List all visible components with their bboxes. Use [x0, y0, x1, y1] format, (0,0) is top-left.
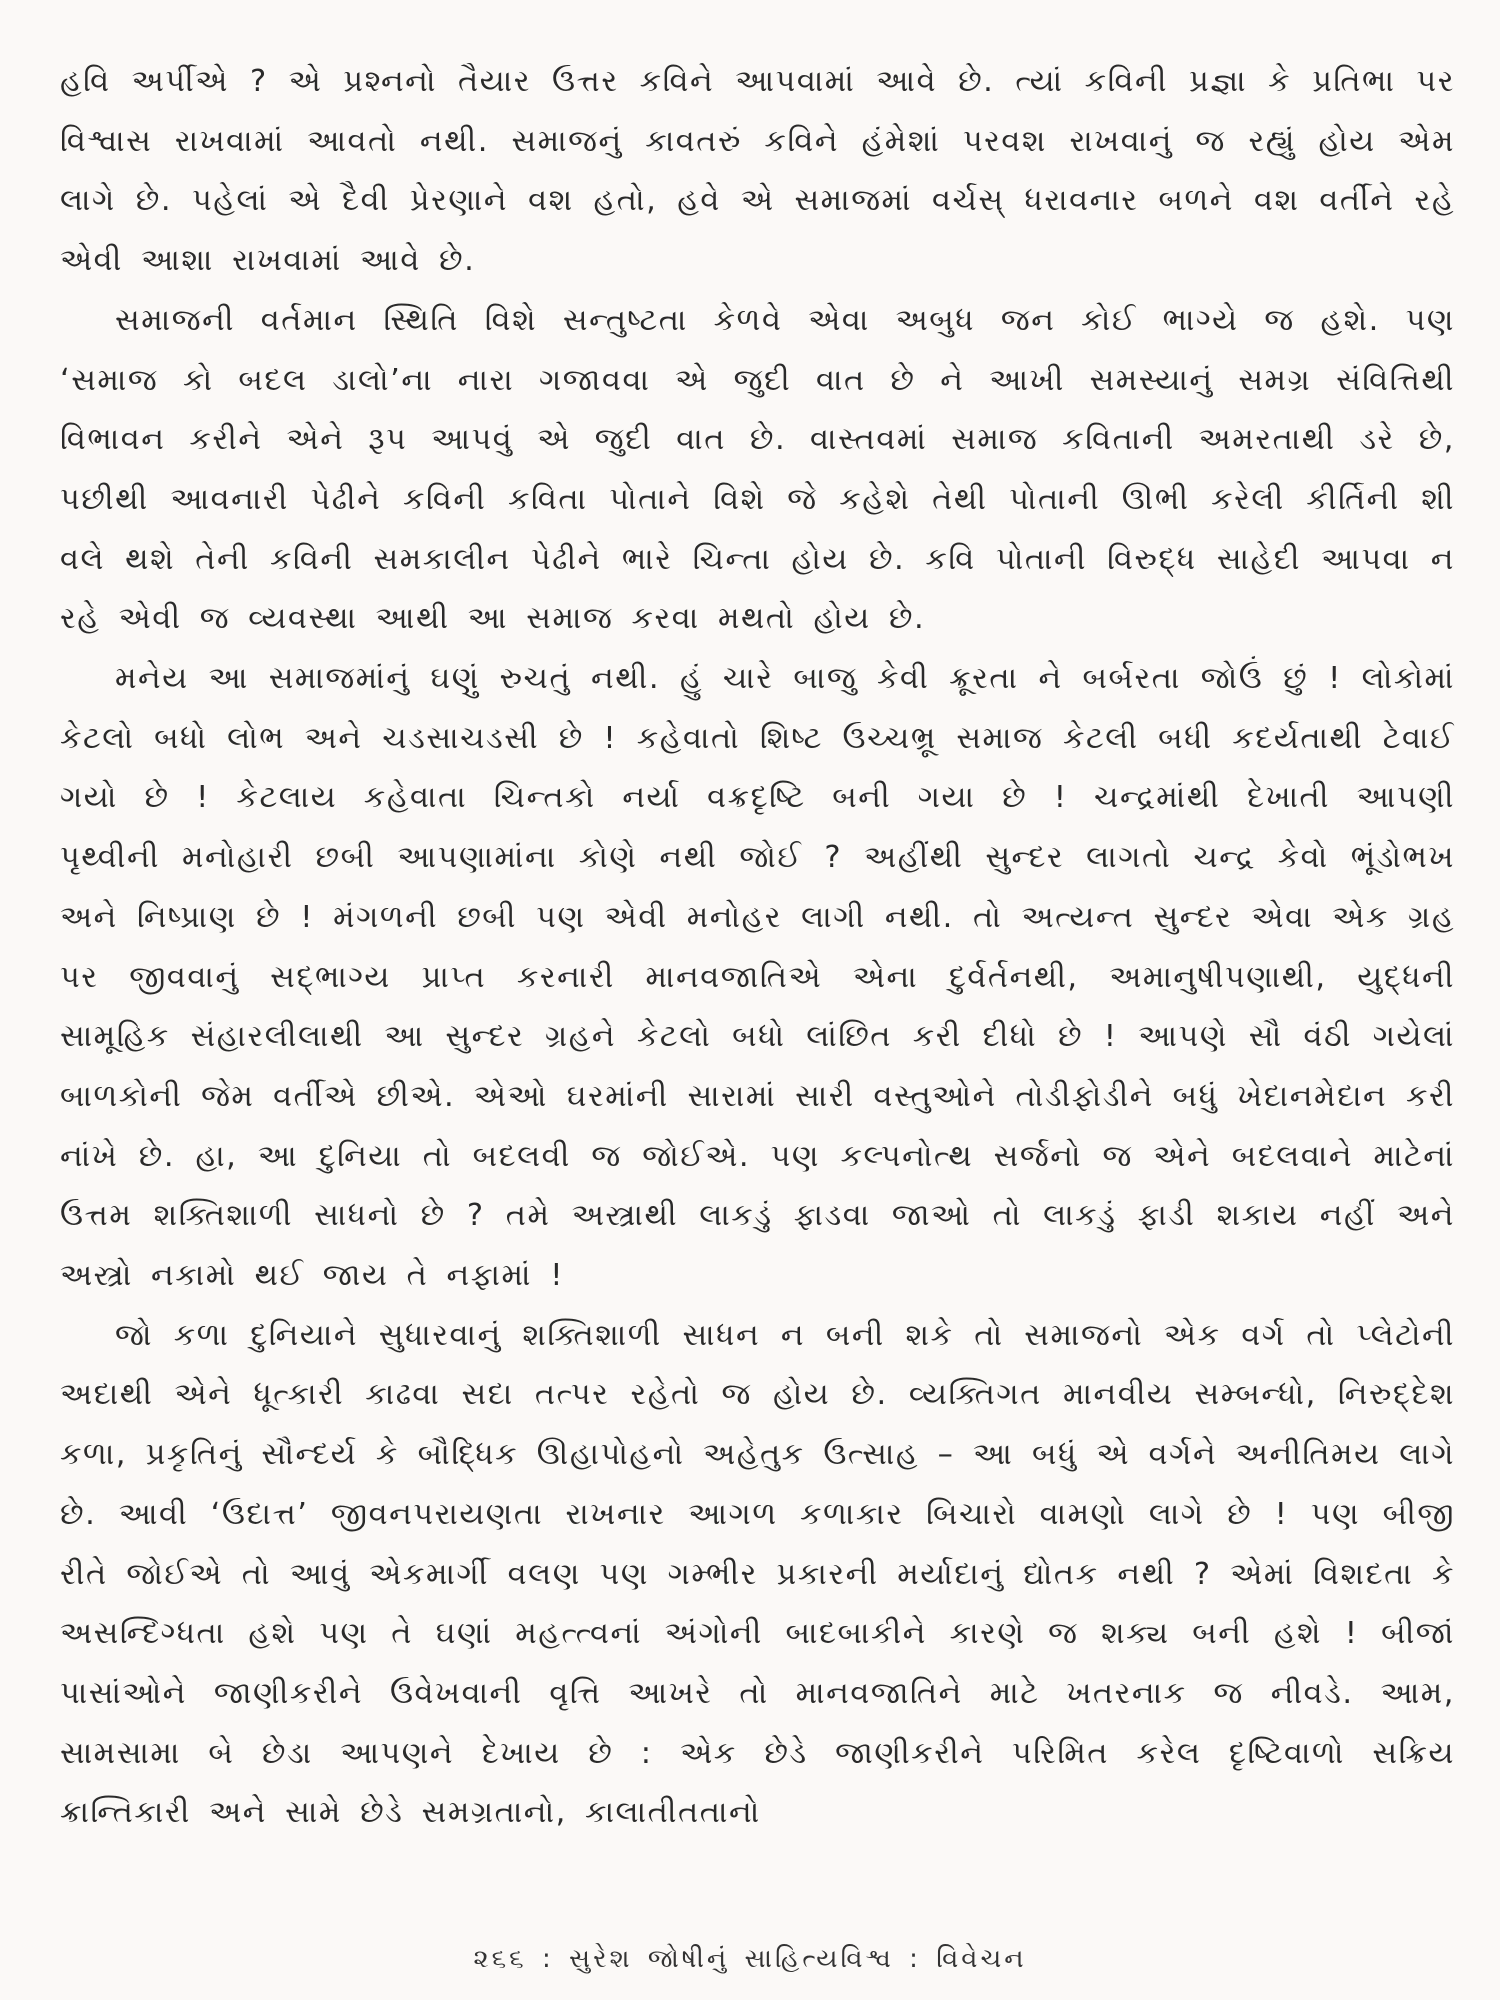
- paragraph-4: જો કળા દુનિયાને સુધારવાનું શક્તિશાળી સાધન ન બની શકે તો સમાજનો એક વર્ગ તો પ્લેટોની અદાથી એને ધૂત્કારી કાઢવા સદા તત્પર રહેતો જ હોય છે. વ્યક્તિગત માનવીય સમ્બન્ધો, નિરુદ્દેશ કળા, પ્રકૃતિનું સૌન્દર્ય કે બૌદ્ધિક ઊહાપોહનો અહેતુક ઉત્સાહ – આ બધું એ વર્ગને અનીતિમય લાગે છે. આવી ‘ઉદાત્ત’ જીવનપરાયણતા રાખનાર આગળ કળાકાર બિચારો વામણો લાગે છે ! પણ બીજી રીતે જોઈએ તો આવું એકમાર્ગી વલણ પણ ગમ્ભીર પ્રકારની મર્યાદાનું દ્યોતક નથી ? એમાં વિશદતા કે અસન્દિગ્ધતા હશે પણ તે ઘણાં મહત્ત્વનાં અંગોની બાદબાકીને કારણે જ શક્ય બની હશે ! બીજાં પાસાંઓને જાણીકરીને ઉવેખવાની વૃત્તિ આખરે તો માનવજાતિને માટે ખતરનાક જ નીવડે. આમ, સામસામા બે છેડા આપણને દેખાય છે : એક છેડે જાણીકરીને પરિમિત કરેલ દૃષ્ટિવાળો સક્રિય ક્રાન્તિકારી અને સામે છેડે સમગ્રતાનો, કાલાતીતતાનો: [60, 1317, 1455, 1831]
- paragraph-1: હવિ અર્પીએ ? એ પ્રશ્નનો તૈયાર ઉત્તર કવિને આપવામાં આવે છે. ત્યાં કવિની પ્રજ્ઞા કે પ્રતિભા પર વિશ્વાસ રાખવામાં આવતો નથી. સમાજનું કાવતરું કવિને હંમેશાં પરવશ રાખવાનું જ રહ્યું હોય એમ લાગે છે. પહેલાં એ દૈવી પ્રેરણાને વશ હતો, હવે એ સમાજમાં વર્ચસ્ ધરાવનાર બળને વશ વર્તીને રહે એવી આશા રાખવામાં આવે છે.: [60, 64, 1455, 279]
- body-text: [60, 52, 1455, 1843]
- page-footer: ૨૬૬ : સુરેશ જોષીનું સાહિત્યવિશ્વ : વિવેચન: [473, 1944, 1027, 1974]
- paragraph-3: મનેય આ સમાજમાંનું ઘણું રુચતું નથી. હું ચારે બાજુ કેવી ક્રૂરતા ને બર્બરતા જોઉં છું ! લોકોમાં કેટલો બધો લોભ અને ચડસાચડસી છે ! કહેવાતો શિષ્ટ ઉચ્ચભ્રૂ સમાજ કેટલી બધી કદર્યતાથી ટેવાઈ ગયો છે ! કેટલાય કહેવાતા ચિન્તકો નર્યા વક્રદૃષ્ટિ બની ગયા છે ! ચન્દ્રમાંથી દેખાતી આપણી પૃથ્વીની મનોહારી છબી આપણામાંના કોણે નથી જોઈ ? અહીંથી સુન્દર લાગતો ચન્દ્ર કેવો ભૂંડોભખ અને નિષ્પ્રાણ છે ! મંગળની છબી પણ એવી મનોહર લાગી નથી. તો અત્યન્ત સુન્દર એવા એક ગ્રહ પર જીવવાનું સદ્ભાગ્ય પ્રાપ્ત કરનારી માનવજાતિએ એના દુર્વર્તનથી, અમાનુષીપણાથી, યુદ્ધની સામૂહિક સંહારલીલાથી આ સુન્દર ગ્રહને કેટલો બધો લાંછિત કરી દીધો છે ! આપણે સૌ વંઠી ગયેલાં બાળકોની જેમ વર્તીએ છીએ. એઓ ઘરમાંની સારામાં સારી વસ્તુઓને તોડીફોડીને બધું ખેદાનમેદાન કરી નાંખે છે. હા, આ દુનિયા તો બદલવી જ જોઈએ. પણ કલ્પનોત્થ સર્જનો જ એને બદલવાને માટેનાં ઉત્તમ શક્તિશાળી સાધનો છે ? તમે અસ્ત્રાથી લાકડું ફાડવા જાઓ તો લાકડું ફાડી શકાય નહીં અને અસ્ત્રો નકામો થઈ જાય તે નફામાં !: [60, 661, 1455, 1294]
- paragraph-2: સમાજની વર્તમાન સ્થિતિ વિશે સન્તુષ્ટતા કેળવે એવા અબુધ જન કોઈ ભાગ્યે જ હશે. પણ ‘સમાજ કો બદલ ડાલો’ના નારા ગજાવવા એ જુદી વાત છે ને આખી સમસ્યાનું સમગ્ર સંવિત્તિથી વિભાવન કરીને એને રૂપ આપવું એ જુદી વાત છે. વાસ્તવમાં સમાજ કવિતાની અમરતાથી ડરે છે, પછીથી આવનારી પેઢીને કવિની કવિતા પોતાને વિશે જે કહેશે તેથી પોતાની ઊભી કરેલી કીર્તિની શી વલે થશે તેની કવિની સમકાલીન પેઢીને ભારે ચિન્તા હોય છે. કવિ પોતાની વિરુદ્ધ સાહેદી આપવા ન રહે એવી જ વ્યવસ્થા આથી આ સમાજ કરવા મથતો હોય છે.: [60, 302, 1455, 637]
